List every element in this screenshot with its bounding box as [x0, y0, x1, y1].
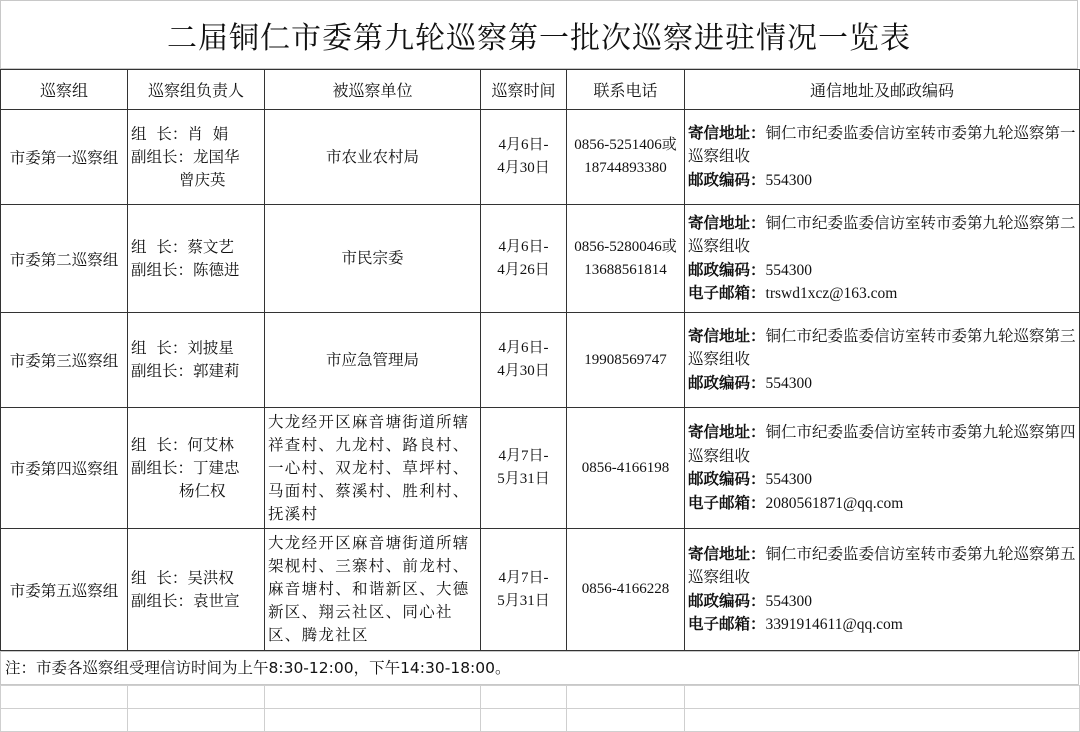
- email: [688, 282, 1079, 306]
- table-row: [1, 408, 1080, 529]
- time-end: 4月30日: [497, 363, 550, 379]
- time-start: 4月6日-: [498, 340, 549, 356]
- empty-row: [1, 686, 1080, 709]
- time-cell[interactable]: [481, 529, 567, 651]
- postcode: [688, 259, 1079, 283]
- address-label: 寄信地址：: [688, 544, 766, 563]
- time-cell[interactable]: [481, 205, 567, 313]
- phone-1: 0856-5280046或: [574, 238, 677, 255]
- mailing-address: [688, 325, 1079, 372]
- deputy-2: 曾庆英: [179, 170, 226, 189]
- email-value: 3391914611@qq.com: [765, 616, 903, 633]
- empty-rows: [0, 685, 1080, 732]
- email-label: 电子邮箱：: [688, 493, 766, 512]
- phone-1: 0856-5251406或: [574, 137, 677, 153]
- address-value: 铜仁市纪委监委信访室转市委第九轮巡察第三巡察组收: [688, 326, 1076, 369]
- group-cell[interactable]: 市委第三巡察组: [1, 313, 128, 408]
- header-unit[interactable]: 被巡察单位: [265, 70, 481, 110]
- leader-cell[interactable]: [128, 110, 265, 205]
- leader: 组 长：刘披星: [131, 339, 234, 357]
- time-cell[interactable]: [481, 110, 567, 205]
- header-time[interactable]: 巡察时间: [481, 70, 567, 110]
- empty-cell[interactable]: [265, 709, 481, 732]
- address-value: 铜仁市纪委监委信访室转市委第九轮巡察第五巡察组收: [688, 544, 1076, 586]
- postcode-label: 邮政编码：: [688, 170, 766, 189]
- email-label: 电子邮箱：: [688, 615, 766, 633]
- postcode: [688, 590, 1079, 614]
- postcode-label: 邮政编码：: [688, 470, 766, 488]
- email-value: trswd1xcz@163.com: [765, 285, 898, 302]
- time-start: 4月7日-: [498, 569, 549, 586]
- phone-cell[interactable]: [567, 313, 685, 408]
- time-start: 4月7日-: [498, 448, 549, 464]
- postcode-value: 554300: [765, 374, 813, 392]
- table-row: [1, 205, 1080, 313]
- empty-cell[interactable]: [481, 709, 567, 732]
- deputy: 副组长：龙国华: [131, 147, 240, 166]
- unit-cell[interactable]: 大龙经开区麻音塘街道所辖架枧村、三寨村、前龙村、麻音塘村、和谐新区、大德新区、翔云社区、同心社区、腾龙社区: [265, 529, 481, 651]
- deputy-2: 杨仁权: [179, 481, 226, 500]
- time-start: 4月6日-: [498, 137, 549, 153]
- deputy: 副组长：丁建忠: [131, 458, 240, 477]
- empty-cell[interactable]: [128, 709, 265, 732]
- address-value: 铜仁市纪委监委信访室转市委第九轮巡察第一巡察组收: [688, 123, 1076, 166]
- phone-cell[interactable]: [567, 529, 685, 651]
- address-label: 寄信地址：: [688, 123, 766, 142]
- postcode: [688, 468, 1079, 492]
- empty-cell[interactable]: [481, 686, 567, 709]
- group-cell[interactable]: 市委第二巡察组: [1, 205, 128, 313]
- group-cell[interactable]: 市委第四巡察组: [1, 408, 128, 529]
- leader-cell[interactable]: [128, 529, 265, 651]
- phone-cell[interactable]: [567, 205, 685, 313]
- address-label: 寄信地址：: [688, 423, 766, 441]
- empty-cell[interactable]: [685, 686, 1080, 709]
- deputy: 副组长：郭建莉: [131, 362, 240, 380]
- time-start: 4月6日-: [498, 238, 549, 255]
- phone-2: 13688561814: [584, 261, 667, 278]
- time-end: 4月26日: [497, 261, 550, 278]
- phone-cell[interactable]: [567, 110, 685, 205]
- empty-cell[interactable]: [685, 709, 1080, 732]
- phone-1: 0856-4166198: [581, 459, 670, 476]
- email-value: 2080561871@qq.com: [765, 494, 904, 512]
- address-value: 铜仁市纪委监委信访室转市委第九轮巡察第二巡察组收: [688, 213, 1076, 255]
- time-cell[interactable]: [481, 313, 567, 408]
- leader-cell[interactable]: [128, 205, 265, 313]
- phone-2: 18744893380: [584, 160, 667, 176]
- postcode-label: 邮政编码：: [688, 591, 766, 610]
- postcode-value: 554300: [765, 471, 813, 488]
- table-row: [1, 529, 1080, 651]
- header-leader[interactable]: 巡察组负责人: [128, 70, 265, 110]
- header-phone[interactable]: 联系电话: [567, 70, 685, 110]
- address-cell[interactable]: [685, 205, 1080, 313]
- leader: 组 长：吴洪权: [131, 568, 234, 587]
- page-title: 二届铜仁市委第九轮巡察第一批次巡察进驻情况一览表: [0, 0, 1078, 69]
- address-label: 寄信地址：: [688, 326, 766, 345]
- mailing-address: [688, 122, 1079, 169]
- phone-cell[interactable]: [567, 408, 685, 529]
- postcode: [688, 372, 1079, 396]
- header-address[interactable]: 通信地址及邮政编码: [685, 70, 1080, 110]
- empty-cell[interactable]: [1, 709, 128, 732]
- footnote[interactable]: 注：市委各巡察组受理信访时间为上午8:30-12:00，下午14:30-18:00。: [0, 651, 1079, 685]
- email: [688, 492, 1079, 516]
- header-group[interactable]: 巡察组: [1, 70, 128, 110]
- leader: 组 长：蔡文艺: [131, 237, 234, 256]
- postcode: [688, 169, 1079, 193]
- address-cell[interactable]: [685, 408, 1080, 529]
- leader: 组 长：何艾林: [131, 435, 234, 454]
- mailing-address: [688, 543, 1079, 590]
- empty-cell[interactable]: [128, 686, 265, 709]
- email: [688, 613, 1079, 637]
- time-end: 4月30日: [497, 160, 550, 176]
- leader: 组 长：肖 娟: [131, 124, 229, 143]
- empty-row: [1, 709, 1080, 732]
- postcode-label: 邮政编码：: [688, 260, 766, 279]
- phone-1: 19908569747: [584, 351, 667, 368]
- leader-cell[interactable]: [128, 408, 265, 529]
- leader-cell[interactable]: [128, 313, 265, 408]
- table-row: [1, 110, 1080, 205]
- phone-1: 0856-4166228: [581, 581, 670, 597]
- unit-cell[interactable]: 市农业农村局: [265, 110, 481, 205]
- empty-cell[interactable]: [1, 686, 128, 709]
- time-end: 5月31日: [497, 471, 550, 487]
- unit-cell[interactable]: 市民宗委: [265, 205, 481, 313]
- address-cell[interactable]: [685, 313, 1080, 408]
- deputy: 副组长：袁世宣: [131, 591, 240, 610]
- empty-cell[interactable]: [567, 709, 685, 732]
- time-cell[interactable]: [481, 408, 567, 529]
- empty-cell[interactable]: [567, 686, 685, 709]
- empty-cell[interactable]: [265, 686, 481, 709]
- address-cell[interactable]: [685, 110, 1080, 205]
- group-cell[interactable]: 市委第五巡察组: [1, 529, 128, 651]
- inspection-table: [0, 69, 1080, 651]
- group-cell[interactable]: 市委第一巡察组: [1, 110, 128, 205]
- deputy: 副组长：陈德进: [131, 260, 240, 279]
- address-label: 寄信地址：: [688, 213, 766, 232]
- unit-cell[interactable]: 市应急管理局: [265, 313, 481, 408]
- postcode-value: 554300: [765, 171, 813, 189]
- table-row: [1, 313, 1080, 408]
- header-row: [1, 70, 1080, 110]
- mailing-address: [688, 212, 1079, 259]
- time-end: 5月31日: [497, 592, 550, 609]
- postcode-value: 554300: [765, 592, 813, 610]
- address-value: 铜仁市纪委监委信访室转市委第九轮巡察第四巡察组收: [688, 423, 1076, 465]
- email-label: 电子邮箱：: [688, 284, 766, 302]
- unit-cell[interactable]: 大龙经开区麻音塘街道所辖祥查村、九龙村、路良村、一心村、双龙村、草坪村、马面村、蔡溪村、胜利村、抚溪村: [265, 408, 481, 529]
- postcode-label: 邮政编码：: [688, 373, 766, 392]
- address-cell[interactable]: [685, 529, 1080, 651]
- postcode-value: 554300: [765, 261, 813, 279]
- mailing-address: [688, 421, 1079, 468]
